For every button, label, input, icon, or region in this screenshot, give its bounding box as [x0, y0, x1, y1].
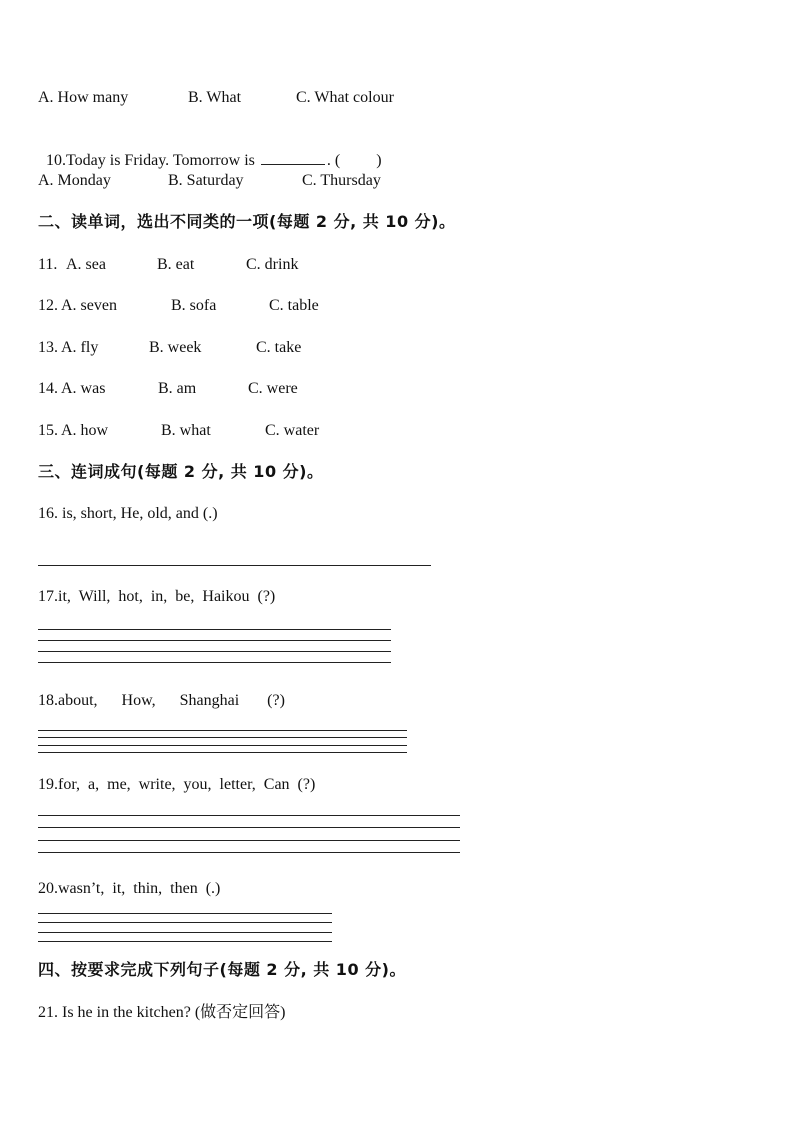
q12-option-a: A. seven — [61, 297, 117, 314]
question-number: 17. — [38, 588, 58, 605]
q10-option-a: A. Monday — [38, 172, 111, 189]
q15-option-a: A. how — [61, 422, 109, 439]
answer-line[interactable] — [38, 565, 431, 566]
question-paren-close: ) — [376, 152, 382, 169]
question-16 — [38, 504, 218, 524]
question-18 — [38, 691, 285, 711]
question-12 — [38, 296, 58, 316]
answer-line[interactable] — [38, 922, 332, 923]
q11-option-c: C. drink — [246, 256, 299, 273]
q15-option-b: B. what — [161, 422, 211, 439]
question-number: 10. — [46, 152, 66, 169]
question-number: 16. — [38, 505, 62, 522]
q9-option-c: C. What colour — [296, 89, 394, 106]
question-21 — [38, 1003, 286, 1023]
answer-blank — [261, 150, 325, 165]
section-4-title: 四、按要求完成下列句子(每题 2 分, 共 10 分)。 — [38, 960, 406, 979]
question-number: 15. — [38, 422, 58, 439]
answer-line[interactable] — [38, 737, 407, 738]
question-paren-open: . ( — [326, 152, 341, 169]
question-10 — [38, 130, 382, 171]
answer-line[interactable] — [38, 932, 332, 933]
answer-line[interactable] — [38, 815, 460, 816]
question-20 — [38, 879, 220, 899]
answer-line[interactable] — [38, 640, 391, 641]
answer-line[interactable] — [38, 752, 407, 753]
question-17 — [38, 587, 275, 607]
question-11 — [38, 255, 61, 275]
question-number: 12. — [38, 297, 58, 314]
question-number: 21. — [38, 1004, 62, 1021]
q9-option-b: B. What — [188, 89, 242, 106]
q13-option-c: C. take — [256, 339, 302, 356]
answer-line[interactable] — [38, 840, 460, 841]
question-words: for, a, me, write, you, letter, Can (?) — [58, 776, 316, 793]
question-number: 14. — [38, 380, 58, 397]
question-13 — [38, 338, 58, 358]
question-number: 13. — [38, 339, 58, 356]
question-number: 20. — [38, 880, 58, 897]
q14-option-b: B. am — [158, 380, 197, 397]
question-number: 11. — [38, 256, 62, 273]
answer-line[interactable] — [38, 913, 332, 914]
q15-option-c: C. water — [265, 422, 320, 439]
q11-option-b: B. eat — [157, 256, 195, 273]
answer-line[interactable] — [38, 730, 407, 731]
q14-option-c: C. were — [248, 380, 298, 397]
question-number: 19. — [38, 776, 58, 793]
answer-line[interactable] — [38, 662, 391, 663]
q13-option-b: B. week — [149, 339, 202, 356]
answer-line[interactable] — [38, 852, 460, 853]
answer-line[interactable] — [38, 745, 407, 746]
answer-line[interactable] — [38, 651, 391, 652]
question-15 — [38, 421, 58, 441]
question-text: Is he in the kitchen? (做否定回答) — [62, 1004, 286, 1021]
question-19 — [38, 775, 315, 795]
q11-option-a: A. sea — [66, 256, 106, 273]
answer-line[interactable] — [38, 629, 391, 630]
section-3-title: 三、连词成句(每题 2 分, 共 10 分)。 — [38, 462, 324, 481]
question-text: Today is Friday. Tomorrow is — [66, 152, 259, 169]
q12-option-c: C. table — [269, 297, 319, 314]
question-words: about, How, Shanghai (?) — [58, 692, 285, 709]
q12-option-b: B. sofa — [171, 297, 217, 314]
answer-line[interactable] — [38, 827, 460, 828]
section-2-title: 二、读单词，选出不同类的一项(每题 2 分, 共 10 分)。 — [38, 212, 456, 231]
q10-option-c: C. Thursday — [302, 172, 381, 189]
q10-option-b: B. Saturday — [168, 172, 244, 189]
question-number: 18. — [38, 692, 58, 709]
answer-line[interactable] — [38, 941, 332, 942]
question-words: wasn’t, it, thin, then (.) — [58, 880, 221, 897]
question-words: is, short, He, old, and (.) — [62, 505, 218, 522]
question-words: it, Will, hot, in, be, Haikou (?) — [58, 588, 276, 605]
question-14 — [38, 379, 58, 399]
q9-option-a: A. How many — [38, 89, 129, 106]
q14-option-a: A. was — [61, 380, 106, 397]
q13-option-a: A. fly — [61, 339, 99, 356]
